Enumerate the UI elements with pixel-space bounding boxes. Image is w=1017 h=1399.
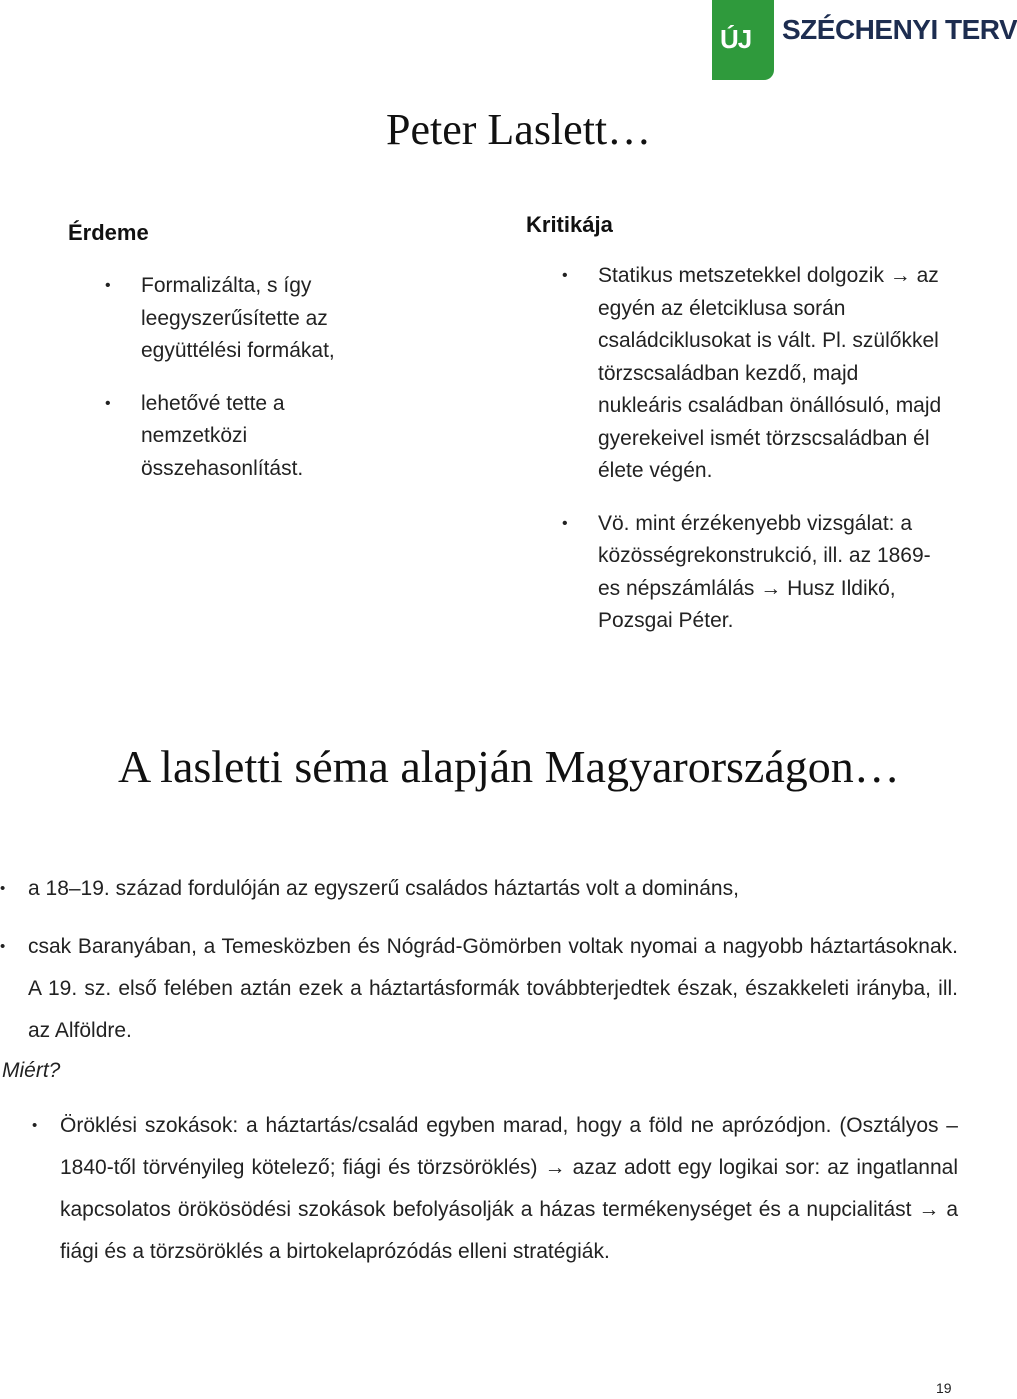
list-item: • a 18–19. század fordulóján az egyszerű családos háztartás volt a domináns,	[28, 868, 958, 910]
why-list	[60, 1105, 958, 1273]
list-item: • Vö. mint érzékenyebb vizsgálat: a közösségrekonstrukció, ill. az 1869-es népszámlálás → Husz Ildikó, Pozsgai Péter.	[598, 508, 948, 638]
list-item: • csak Baranyában, a Temesközben és Nógrád-Gömörben voltak nyomai a nagyobb háztartásoknak. A 19. sz. első felében aztán ezek a háztartásformák továbbterjedtek észak, északkeleti irányba, ill. az Alföldre.	[28, 926, 958, 1052]
left-column-list	[141, 270, 386, 505]
list-item: • lehetővé tette a nemzetközi összehasonlítást.	[141, 388, 386, 486]
section-heading: A lasletti séma alapján Magyarországon…	[118, 741, 900, 792]
logo-mark-text: ÚJ	[720, 24, 752, 54]
right-column-heading: Kritikája	[526, 212, 613, 237]
page-title: Peter Laslett…	[386, 105, 652, 154]
szechenyi-terv-logo	[712, 0, 1017, 80]
logo-text: SZÉCHENYI TERV	[782, 14, 1017, 45]
list-item: • Statikus metszetekkel dolgozik → az egyén az életciklusa során családciklusokat is vált. Pl. szülőkkel törzscsaládban kezdő, majd nukleáris családban önállósuló, majd gyerekeivel ismét törzscsaládban él élete végén.	[598, 260, 948, 488]
findings-list	[28, 868, 958, 1068]
right-column-list	[598, 260, 948, 658]
page-number: 19	[936, 1380, 952, 1396]
why-label: Miért?	[2, 1059, 61, 1082]
list-item: • Öröklési szokások: a háztartás/család egyben marad, hogy a föld ne aprózódjon. (Osztályos – 1840-től törvényileg kötelező; fiági és törzsöröklés) → azaz adott egy logikai sor: az ingatlannal kapcsolatos örökösödési szokások befolyásolják a házas termékenységet és a nupcialitást → a fiági és a törzsöröklés a birtokelaprózódás elleni stratégiák.	[60, 1105, 958, 1273]
list-item: • Formalizálta, s így leegyszerűsítette az együttélési formákat,	[141, 270, 386, 368]
left-column-heading: Érdeme	[68, 220, 149, 245]
logo-mark	[712, 0, 774, 80]
